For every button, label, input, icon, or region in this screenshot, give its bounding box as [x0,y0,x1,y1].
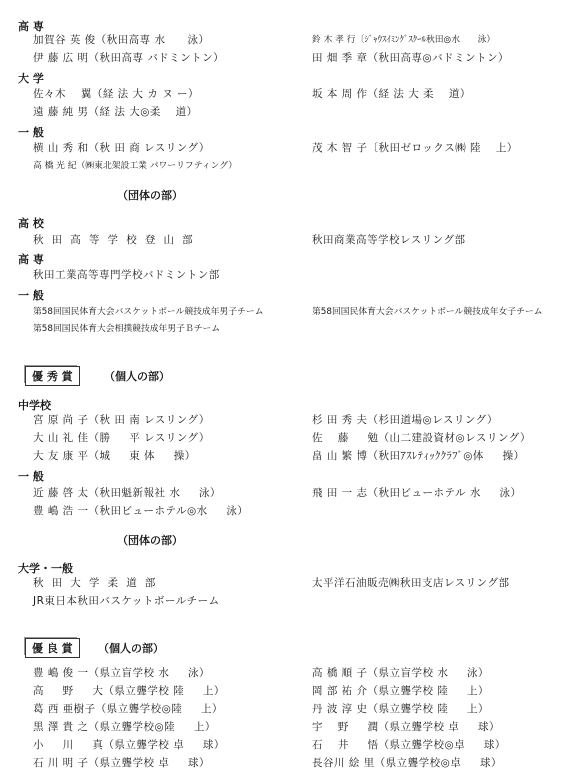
team-entry: 第58回国民体育大会相撲競技成年男子Ｂチーム [33,324,221,334]
entry-row [0,756,567,771]
team-section-title: （団体の部） [117,189,183,202]
entry: 豊 嶋 浩 一（秋田ビューホテル◎水 泳） [33,505,249,517]
team-section-title: （団体の部） [117,534,183,547]
team-entry: 秋 田 大 学 柔 道 部 [33,577,158,589]
entry-row [0,51,567,66]
entry: 高 野 大（県立聾学校 陸 上） [33,685,225,697]
entry-row [0,720,567,735]
entry-row [0,33,567,48]
entry: 黒 澤 貴 之（県立聾学校◎陸 上） [33,721,216,733]
entry: 丹 波 淳 史（県立聾学校 陸 上） [312,703,490,715]
entry-row [0,666,567,681]
entry-row [0,486,567,501]
entry-row [0,738,567,753]
heading-koko: 高 校 [18,217,44,230]
entry: 横 山 秀 和（秋 田 商 レスリング） [33,142,210,154]
award-title-box: 優 秀 賞 [25,366,80,386]
entry: 杉 田 秀 夫（杉田道場◎レスリング） [312,414,498,426]
entry-row [0,159,567,174]
entry: 加賀谷 英 俊（秋田高専 水 泳） [33,34,210,46]
team-entry: 第58回国民体育大会バスケットボール競技成年男子チーム [33,307,264,317]
entry-row [0,504,567,519]
entry: 畠 山 繁 博（秋田ｱｽﾚﾃｨｯｸｸﾗﾌﾞ◎体 操） [312,450,525,462]
heading-ippan-yushu: 一 般 [18,470,44,483]
entry: 佐々木 翼（経 法 大 カ ヌ ー） [33,88,200,100]
entry: 茂 木 智 子〔秋田ゼロックス㈱ 陸 上） [312,142,518,154]
entry-row [0,449,567,464]
entry: 田 畑 季 章（秋田高専◎バドミントン） [312,52,509,64]
heading-ippan: 一 般 [18,126,44,139]
team-row [0,594,567,609]
entry-row [0,413,567,428]
entry: 遠 藤 純 男（経 法 大◎柔 道） [33,106,198,118]
team-entry: 太平洋石油販売㈱秋田支店レスリング部 [312,577,510,589]
heading-daigaku-ippan: 大学・一般 [18,562,73,575]
entry: 宮 原 尚 子（秋 田 南 レスリング） [33,414,210,426]
heading-kosen: 高 専 [18,20,44,33]
entry: 飛 田 一 志（秋田ビューホテル 水 泳） [312,487,522,499]
entry: 石 井 悟（県立聾学校◎卓 球） [312,739,506,751]
heading-daigaku: 大 学 [18,72,44,85]
team-row [0,576,567,591]
entry: 大 山 礼 佳（勝 平 レスリング） [33,432,210,444]
heading-kosen-team: 高 専 [18,253,44,266]
entry: 高 橋 順 子（県立盲学校 水 泳） [312,667,490,679]
team-row [0,305,567,320]
team-entry: 秋 田 高 等 学 校 登 山 部 [33,234,196,246]
team-row [0,233,567,248]
entry: 鈴 木 孝 行〔ｼﾞｬｳｽｲﾐﾝｸﾞｽｸｰﾙ秋田◎水 泳） [312,35,496,45]
team-entry: 第58回国民体育大会バスケットボール競技成年女子チーム [312,307,543,317]
entry: 佐 藤 勉（山二建設資材◎レスリング） [312,432,531,444]
entry-row [0,702,567,717]
entry: 伊 藤 広 明（秋田高専 バドミントン） [33,52,225,64]
entry: 宇 野 潤（県立聾学校 卓 球） [312,721,501,733]
entry: 石 川 明 子（県立聾学校 卓 球） [33,757,211,769]
entry-row [0,141,567,156]
entry: 葛 西 亜樹子（県立聾学校◎陸 上） [33,703,224,715]
entry: 坂 本 周 作（経 法 大 柔 道） [312,88,471,100]
team-row [0,268,567,283]
entry: 小 川 真（県立聾学校 卓 球） [33,739,225,751]
heading-ippan-team: 一 般 [18,289,44,302]
award-subtitle: （個人の部） [98,642,164,655]
entry: 大 友 康 平（城 東 体 操） [33,450,196,462]
entry-row [0,105,567,120]
award-subtitle: （個人の部） [104,370,170,383]
entry: 長谷川 絵 里（県立聾学校◎卓 球） [312,757,503,769]
entry-row [0,684,567,699]
entry: 高 橋 光 紀（㈱東北架設工業 パワーリフティング） [33,161,238,171]
heading-chugaku: 中学校 [18,399,51,412]
team-entry: JR東日本秋田バスケットボールチーム [33,595,220,607]
entry-row [0,87,567,102]
team-entry: 秋田工業高等専門学校バドミントン部 [33,269,220,281]
award-title-box: 優 良 賞 [25,638,80,658]
entry-row [0,431,567,446]
team-entry: 秋田商業高等学校レスリング部 [312,234,466,246]
entry: 近 藤 啓 太（秋田魁新報社 水 泳） [33,487,222,499]
entry: 豊 嶋 俊 一（県立盲学校 水 泳） [33,667,211,679]
team-row [0,322,567,337]
entry: 岡 部 祐 介（県立聾学校 陸 上） [312,685,490,697]
